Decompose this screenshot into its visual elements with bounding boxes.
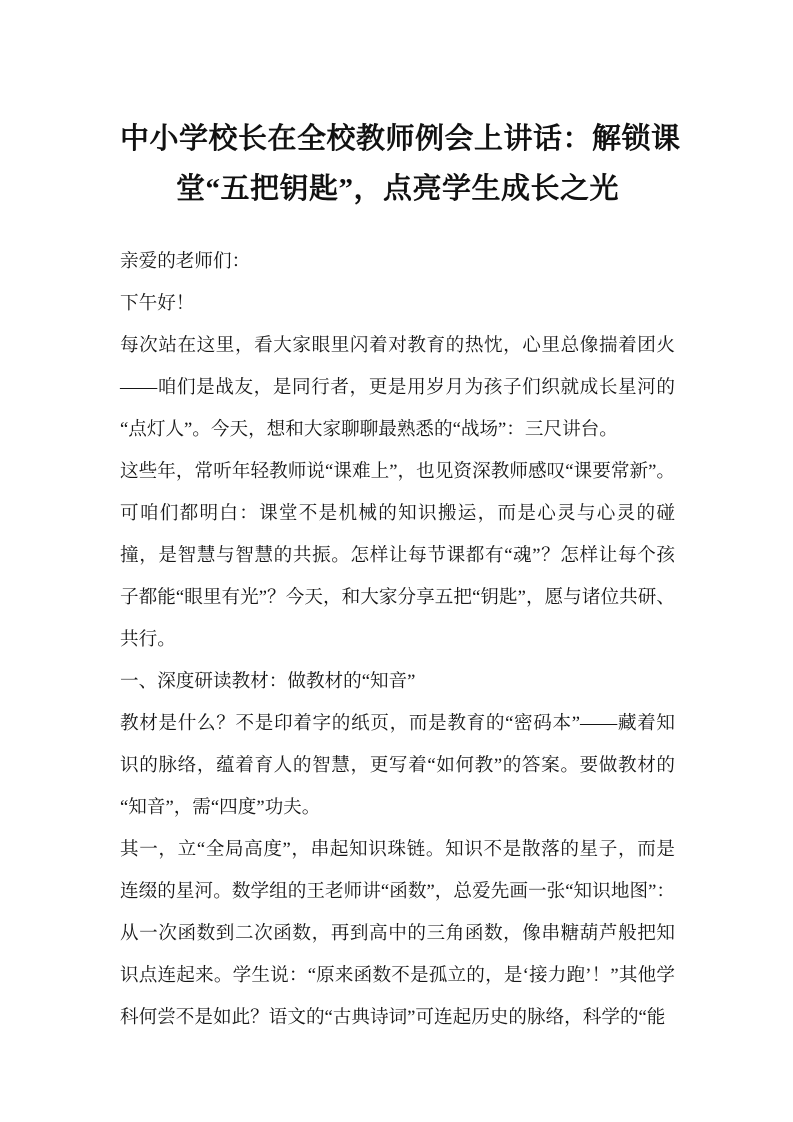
document-title-line-1: 中小学校长在全校教师例会上讲话：解锁课 xyxy=(120,123,681,155)
section-heading-1: 一、深度研读教材：做教材的“知音” xyxy=(120,671,416,692)
document-body xyxy=(120,241,675,1039)
paragraph-opening: 每次站在这里，看大家眼里闪着对教育的热忱，心里总像揣着团火——咱们是战友，是同行者，更是用岁月为孩子们织就成长星河的“点灯人”。今天，想和大家聊聊最熟悉的“战场”：三尺讲台。 xyxy=(120,335,675,440)
paragraph-greeting: 下午好！ xyxy=(120,293,195,314)
document-title xyxy=(120,114,681,214)
document-title-line-2: 堂“五把钥匙”，点亮学生成长之光 xyxy=(175,173,619,205)
paragraph-salutation: 亲爱的老师们： xyxy=(120,251,251,272)
paragraph-textbook-meaning: 教材是什么？不是印着字的纸页，而是教育的“密码本”——藏着知识的脉络，蕴着育人的智慧，更写着“如何教”的答案。要做教材的“知音”，需“四度”功夫。 xyxy=(120,713,675,818)
paragraph-intro-five-keys: 这些年，常听年轻教师说“课难上”，也见资深教师感叹“课要常新”。可咱们都明白：课堂不是机械的知识搬运，而是心灵与心灵的碰撞，是智慧与智慧的共振。怎样让每节课都有“魂”？怎样让每个孩子都能“眼里有光”？今天，和大家分享五把“钥匙”，愿与诸位共研、共行。 xyxy=(120,461,675,650)
paragraph-first-point: 其一，立“全局高度”，串起知识珠链。知识不是散落的星子，而是连缀的星河。数学组的王老师讲“函数”，总爱先画一张“知识地图”：从一次函数到二次函数，再到高中的三角函数，像串糖葫芦般把知识点连起来。学生说：“原来函数不是孤立的，是‘接力跑’！”其他学科何尝不是如此？语文的“古典诗词”可连起历史的脉络，科学的“能 xyxy=(120,839,675,1028)
